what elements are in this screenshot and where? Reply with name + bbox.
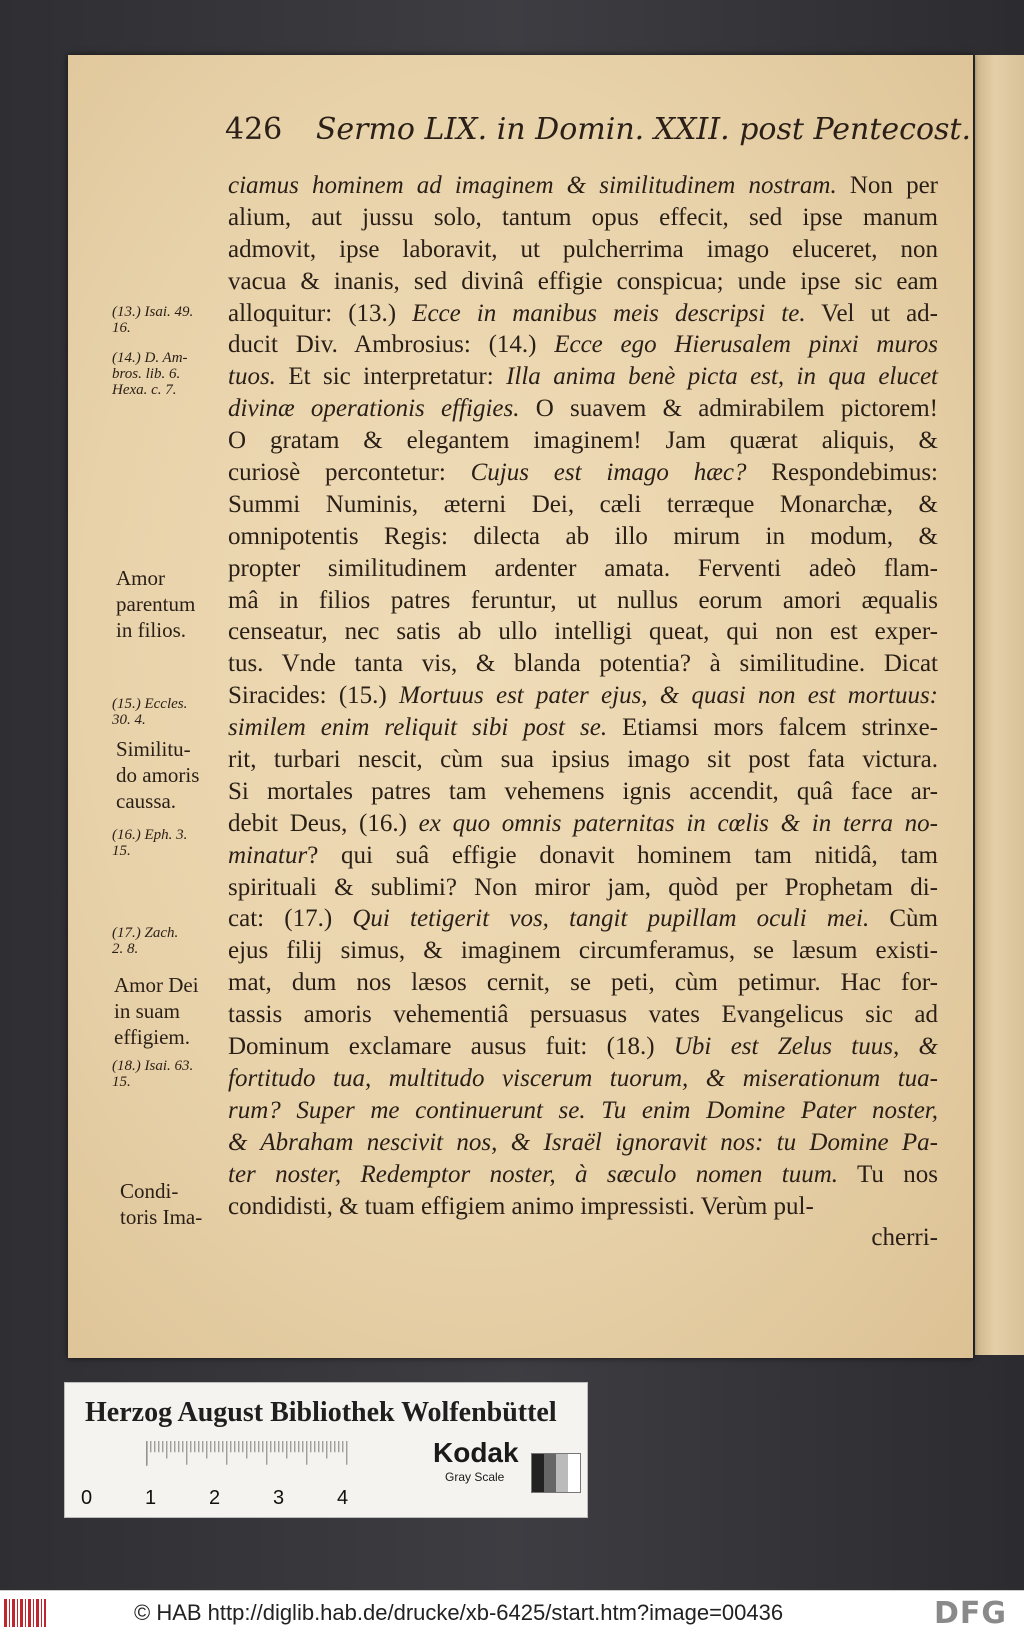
margin-note [112,925,178,957]
text-line [228,872,938,904]
italic-span: ciamus hominem ad imaginem & similitudinem nostram. [228,172,837,199]
text-line [228,266,938,298]
hab-logo-icon [4,1599,46,1627]
margin-line: toris Ima- [120,1205,203,1229]
text-line [228,903,938,935]
margin-line: in suam [114,999,180,1023]
text-line [228,935,938,967]
text-line [228,648,938,680]
text-span: ducit Div. Ambrosius: (14.) [228,331,555,359]
text-line [228,1191,938,1223]
text-line [228,1095,938,1127]
margin-line: (14.) D. Am- [112,350,188,366]
ruler-number: 1 [145,1487,157,1509]
text-line [228,489,938,521]
ruler-number: 4 [337,1487,349,1509]
margin-line: Condi- [120,1179,179,1203]
text-span: Etiamsi mors falcem strinxe- [607,714,938,742]
text-line [228,776,938,808]
text-line [228,234,938,266]
margin-line: bros. lib. 6. [112,366,181,382]
text-line [228,521,938,553]
margin-line: Amor Dei [114,973,199,997]
italic-span: tuos. [228,363,276,391]
text-span: condidisti, & tuam effigiem animo impressisti. Verùm pul- [228,1192,814,1220]
text-span: O suavem & admirabilem pictorem! [519,395,938,423]
text-line [228,616,938,648]
text-line [228,202,938,234]
italic-span: ex quo omnis paternitas in cœlis & in terra no- [418,809,938,837]
margin-topic [114,972,199,1050]
italic-span: Illa anima benè picta est, in qua elucet [506,363,939,391]
text-line [228,680,938,712]
margin-line: (13.) Isai. 49. [112,304,194,320]
body-text [228,170,938,1254]
italic-span: fortitudo tua, multitudo viscerum tuorum, & miserationum tua- [228,1064,938,1092]
text-line [228,1159,938,1191]
running-head [225,112,972,152]
text-span: tus. Vnde tanta vis, & blanda potentia? à similitudine. Dicat [228,650,938,678]
margin-line: (16.) Eph. 3. [112,827,188,843]
text-line [228,393,938,425]
text-line [228,425,938,457]
italic-span: divinæ operationis effigies. [228,395,520,423]
gray-swatch [531,1453,581,1493]
text-span: Non per [836,172,938,199]
margin-topic [116,565,195,643]
text-line [228,329,938,361]
text-span: alloquitur: (13.) [228,299,413,327]
text-line [228,1063,938,1095]
library-name: Herzog August Bibliothek Wolfenbüttel [85,1397,557,1428]
margin-note [112,350,188,398]
gray-scale-label: Gray Scale [445,1470,505,1484]
margin-note [112,827,187,859]
text-span: rit, turbari nescit, cùm sua ipsius imago sit post fata victura. [228,746,938,774]
text-span: Respondebimus: [746,459,938,487]
text-span: Tu nos [838,1160,938,1188]
text-span: mat, dum nos læsos cernit, se peti, cùm petimur. Hac for- [228,969,938,997]
margin-line: (18.) Isai. 63. [112,1058,194,1074]
text-span: Vel ut ad- [805,299,938,327]
text-span: mâ in filios patres feruntur, ut nullus eorum amori æqualis [228,586,938,614]
italic-span: Mortuus est pater ejus, & quasi non est mortuus: [399,682,939,710]
text-span: cherri- [871,1224,938,1252]
text-span: Siracides: (15.) [228,682,399,710]
text-span: O gratam & elegantem imaginem! Jam quærat aliquis, & [228,427,938,455]
text-line [228,744,938,776]
ruler-number: 2 [209,1487,221,1509]
text-span: debit Deus, (16.) [228,809,419,837]
dfg-logo: DFG [934,1596,1008,1631]
italic-span: & Abraham nescivit nos, & Israël ignoravit nos: tu Domine Pa- [228,1128,938,1156]
credit-text: © HAB http://diglib.hab.de/drucke/xb-6425/start.htm?image=00436 [134,1600,784,1625]
margin-topic [120,1178,202,1230]
margin-line: Amor [116,566,165,590]
text-span: alium, aut jussu solo, tantum opus effecit, sed ipse manum [228,203,938,231]
italic-span: rum? Super me continuerunt se. Tu enim Domine Pater noster, [228,1096,938,1124]
kodak-logo: Kodak [433,1437,519,1468]
margin-line: Hexa. c. 7. [112,382,177,398]
text-line [228,808,938,840]
margin-line: do amoris [116,763,200,787]
margin-line: (15.) Eccles. [112,696,188,712]
text-span: propter similitudinem ardenter amata. Ferventi adeò flam- [228,554,938,582]
margin-note [112,1058,193,1090]
text-line [228,1031,938,1063]
text-span: spirituali & sublimi? Non miror jam, quòd per Prophetam di- [228,873,938,901]
text-line [228,712,938,744]
text-span: cat: (17.) [228,905,353,933]
page-number: 426 [225,112,283,147]
text-span: Et sic interpretatur: [275,363,507,391]
text-span: admovit, ipse laboravit, ut pulcherrima imago eluceret, non [228,235,938,263]
margin-line: 2. 8. [112,941,139,957]
text-line [228,361,938,393]
text-line [228,967,938,999]
text-line [228,553,938,585]
italic-span: minatur [228,841,308,869]
text-span: ejus filij simus, & imaginem circumferamus, se læsum existi- [228,937,938,965]
margin-line: in filios. [116,618,187,642]
margin-line: caussa. [116,789,177,813]
margin-line: (17.) Zach. [112,925,179,941]
text-span: vacua & inanis, sed divinâ effigie conspicua; unde ipse sic eam [228,267,938,295]
text-span: Summi Numinis, æterni Dei, cæli terræque Monarchæ, & [228,490,938,518]
ruler [85,1441,415,1491]
italic-span: Ecce in manibus meis descripsi te. [412,299,806,327]
italic-span: ter noster, Redemptor noster, à sæculo nomen tuum. [228,1160,839,1188]
margin-line: Similitu- [116,737,191,761]
italic-span: Qui tetigerit vos, tangit pupillam oculi mei. [352,905,870,933]
text-line [228,170,938,202]
margin-line: 30. 4. [112,712,146,728]
text-span: ? qui suâ effigie donavit hominem tam nitidâ, tam [307,841,938,869]
text-line [228,1127,938,1159]
text-span: Dominum exclamare ausus fuit: (18.) [228,1033,674,1061]
ruler-number: 0 [81,1487,93,1509]
italic-span: similem enim reliquit sibi post se. [228,714,608,742]
text-line [228,585,938,617]
italic-span: Ecce ego Hierusalem pinxi muros [554,331,938,359]
footer-bar [0,1590,1024,1634]
text-line [228,999,938,1031]
margin-note [112,304,193,336]
margin-topic [116,736,199,814]
margin-line: 15. [112,1074,131,1090]
text-line [228,840,938,872]
text-span: Si mortales patres tam vehemens ignis accendit, quâ face ar- [228,777,938,805]
margin-line: 16. [112,320,131,336]
text-span: curiosè percontetur: [228,459,471,487]
text-span: tassis amoris vehementiâ persuasus vates Evangelicus sic ad [228,1001,938,1029]
text-span: censeatur, nec satis ab ullo intelligi queat, qui non est exper- [228,618,938,646]
color-card [64,1382,588,1518]
text-line [228,298,938,330]
text-line [228,457,938,489]
running-title: Sermo LIX. in Domin. XXII. post Pentecost. [315,112,972,147]
italic-span: Ubi est Zelus tuus, & [673,1033,938,1061]
margin-line: parentum [116,592,196,616]
margin-line: 15. [112,843,131,859]
ruler-number: 3 [273,1487,285,1509]
text-span: omnipotentis Regis: dilecta ab illo mirum in modum, & [228,522,938,550]
text-line [228,1222,938,1254]
text-span: Cùm [869,905,939,933]
margin-line: effigiem. [114,1025,191,1049]
next-page-edge [975,55,1024,1355]
margin-note [112,696,187,728]
italic-span: Cujus est imago hæc? [470,459,747,487]
